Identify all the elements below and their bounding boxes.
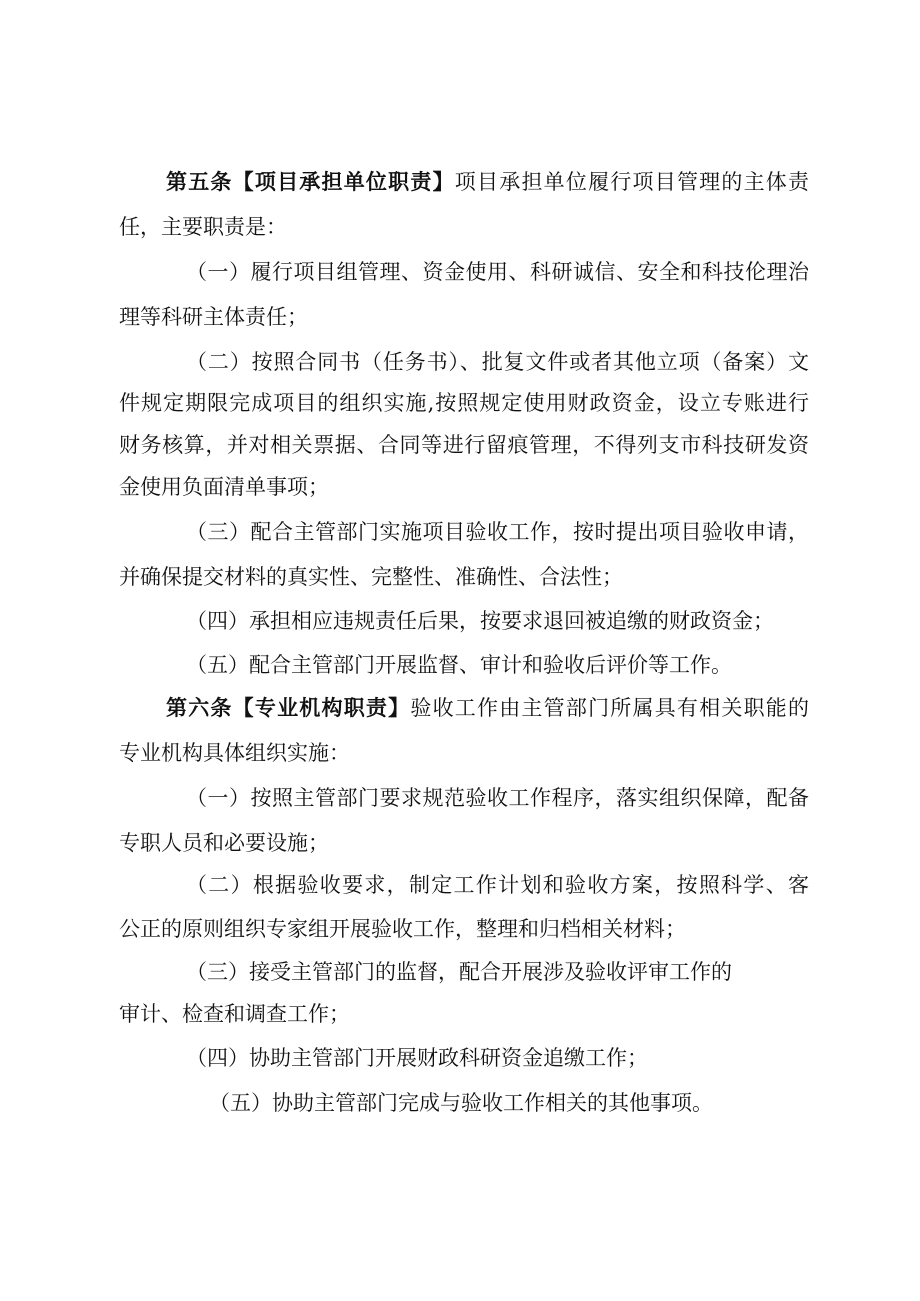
article-5-heading: 第五条【项目承担单位职责】 [166, 169, 455, 194]
article-6-item-4: （四）协助主管部门开展财政科研资金追缴工作； [186, 1046, 648, 1070]
article-5-item-1-line-1: （一）履行项目组管理、资金使用、科研诚信、安全和科技伦理治 [186, 260, 809, 284]
article-6-text: 验收工作由主管部门所属具有相关职能的 [410, 696, 809, 720]
article-6-line-1 [166, 693, 809, 723]
article-6-line-2: 专业机构具体组织实施： [119, 741, 350, 765]
article-5-item-2-line-3: 财务核算，并对相关票据、合同等进行留痕管理，不得列支市科技研发资 [119, 433, 809, 457]
article-6-item-2-line-1: （二）根据验收要求，制定工作计划和验收方案，按照科学、客 [186, 873, 809, 897]
article-5-line-1 [166, 167, 809, 197]
article-5-item-3-line-1: （三）配合主管部门实施项目验收工作，按时提出项目验收申请， [186, 520, 809, 544]
article-5-item-1-line-2: 理等科研主体责任； [119, 305, 308, 329]
article-5-item-5: （五）配合主管部门开展监督、审计和验收后评价等工作。 [186, 653, 732, 677]
article-6-item-1-line-1: （一）按照主管部门要求规范验收工作程序，落实组织保障，配备 [186, 786, 809, 810]
article-5-item-3-line-2: 并确保提交材料的真实性、完整性、准确性、合法性； [119, 565, 623, 589]
article-6-item-2-line-2: 公正的原则组织专家组开展验收工作，整理和归档相关材料； [119, 917, 686, 941]
article-6-item-1-line-2: 专职人员和必要设施； [119, 831, 329, 855]
article-6-item-3-line-2: 审计、检查和调查工作； [119, 1002, 350, 1026]
article-5-line-2: 任，主要职责是： [119, 215, 287, 239]
article-5-item-2-line-2: 件规定期限完成项目的组织实施,按照规定使用财政资金，设立专账进行 [119, 391, 809, 415]
article-5-text: 项目承担单位履行项目管理的主体责 [454, 170, 809, 194]
article-6-heading: 第六条【专业机构职责】 [166, 695, 411, 720]
article-5-item-4: （四）承担相应违规责任后果，按要求退回被追缴的财政资金； [186, 609, 774, 633]
article-5-item-2-line-1: （二）按照合同书（任务书）、批复文件或者其他立项（备案）文 [186, 350, 809, 374]
article-6-item-5: （五）协助主管部门完成与验收工作相关的其他事项。 [209, 1091, 713, 1115]
article-5-item-2-line-4: 金使用负面清单事项； [119, 475, 329, 499]
article-6-item-3-line-1: （三）接受主管部门的监督，配合开展涉及验收评审工作的 [186, 960, 732, 984]
